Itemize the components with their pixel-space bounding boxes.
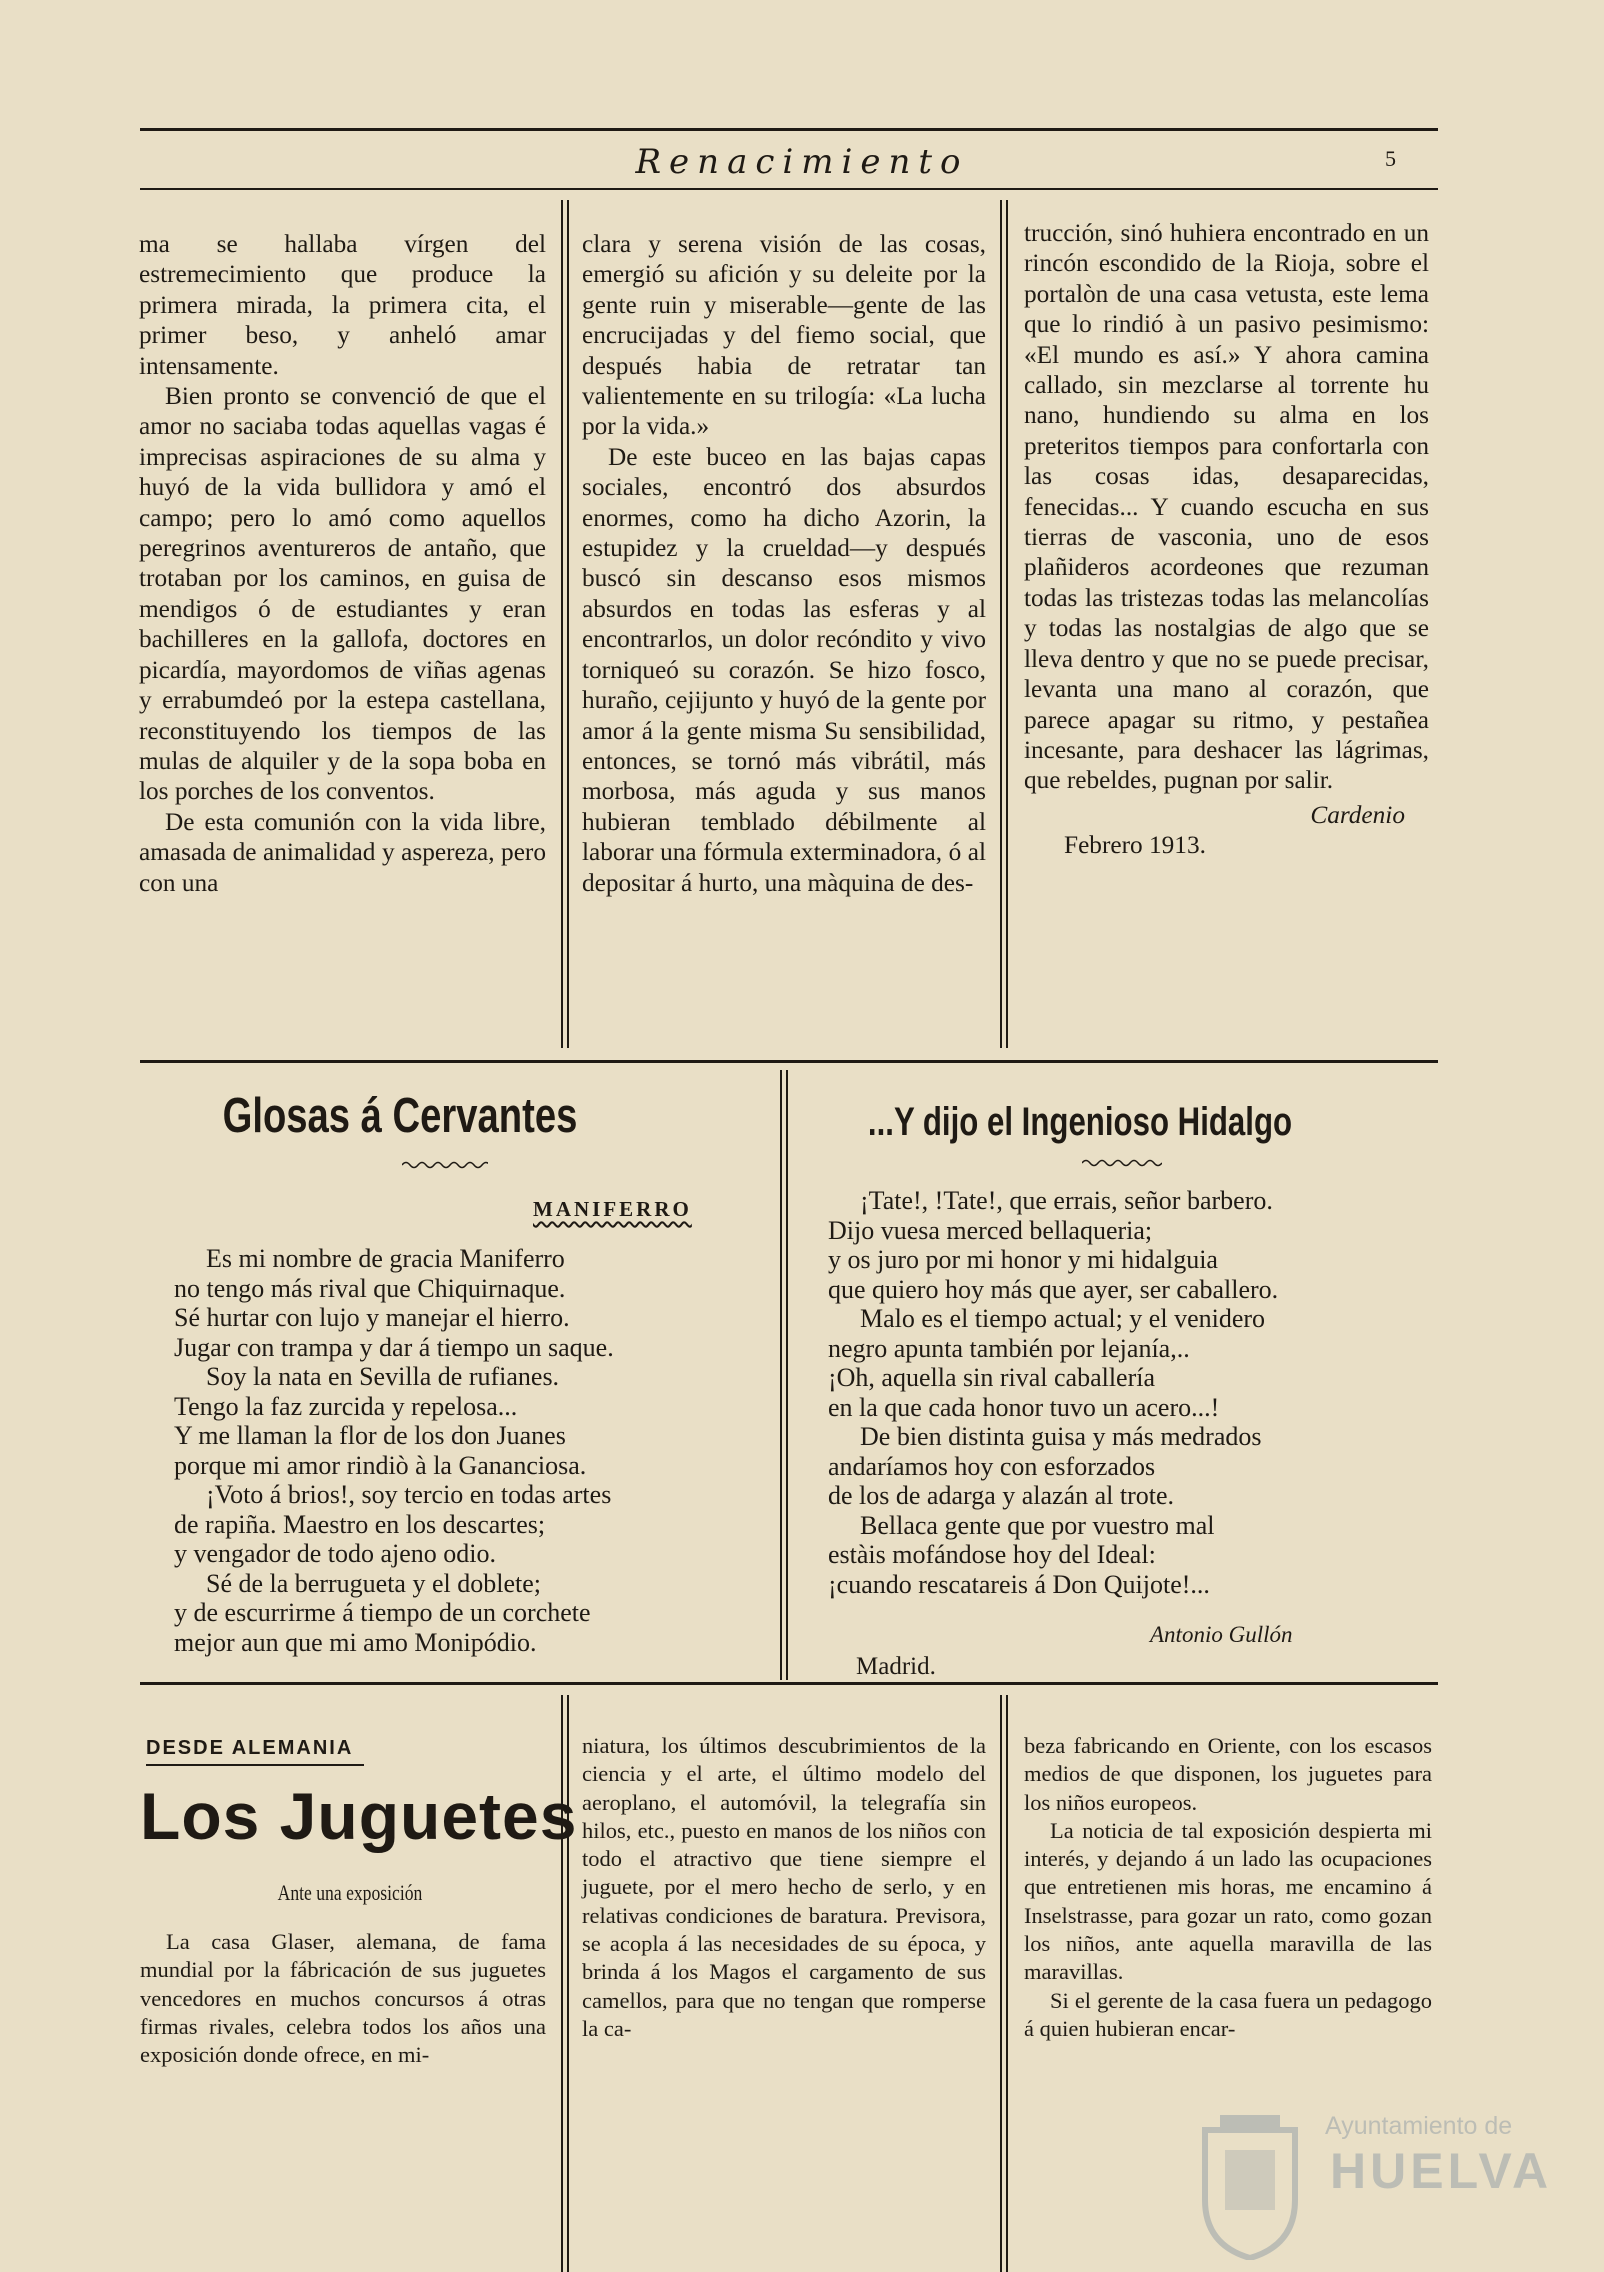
paragraph: De esta comunión con la vida libre, amasada de animalidad y aspereza, pero con una bbox=[139, 807, 546, 897]
bottom-article-column-3 bbox=[1024, 1732, 1432, 2043]
paragraph: ma se hallaba vírgen del estremecimiento que produce la primera mirada, la primera cita, el primer beso, y anheló amar intensamente. bbox=[139, 230, 546, 380]
paragraph: Bien pronto se convenció de que el amor no saciaba todas aquellas vagas é imprecisas aspiraciones de su alma y huyó de la vida bullidora y amó el campo; pero lo amó como aquellos peregrinos aventureros de antaño, que trotaban por los caminos, en guisa de mendigos ó de estudiantes y eran bachilleres en la gallofa, doctores en picardía, mayordomos de viñas agenas y errabumdeó por la estepa castellana, reconstituyendo los tiempos de las mulas de alquiler y de la sopa boba en los porches de los conventos. bbox=[139, 382, 546, 806]
ornament-wavy-line bbox=[402, 1160, 488, 1170]
column-divider bbox=[561, 200, 569, 1048]
poem-glosas-body bbox=[174, 1244, 754, 1657]
author-signature: Antonio Gullón bbox=[1150, 1622, 1293, 1647]
header-title: Renacimiento bbox=[635, 142, 969, 182]
bottom-article-column-1 bbox=[140, 1928, 546, 2069]
top-article-column-3 bbox=[1024, 218, 1429, 861]
paragraph: clara y serena visión de las cosas, emergió su afición y su deleite por la gente ruin y miserable—gente de las encrucijadas y del fiemo social, que después habia de retratar tan valientemente en su trilogía: «La lucha por la vida.» bbox=[582, 230, 986, 441]
header-bottom-rule bbox=[140, 188, 1438, 190]
poem-line: Dijo vuesa merced bellaqueria; bbox=[828, 1215, 1153, 1245]
poem-line: ¡Tate!, !Tate!, que errais, señor barbero. bbox=[860, 1186, 1273, 1215]
poem-line: Sé de la berrugueta y el doblete; bbox=[206, 1568, 541, 1598]
poem-hidalgo-body bbox=[828, 1186, 1428, 1599]
poem-line: que quiero hoy más que ayer, ser caballero. bbox=[828, 1274, 1279, 1304]
top-article-column-1 bbox=[139, 229, 546, 898]
poem-line: mejor aun que mi amo Monipódio. bbox=[174, 1627, 537, 1657]
paragraph: niatura, los últimos descubrimientos de la ciencia y el arte, el último modelo del aeroplano, el automóvil, la telegrafía sin hilos, etc., puesto en manos de los niños con todo el atractivo que tiene siempre el juguete, por el mero hecho de serlo, y en relativas condiciones de baratura. Previsora, se acopla á las necesidades de su época, y brinda á los Magos el cargamento de sus camellos, para que no tengan que romperse la ca- bbox=[582, 1733, 986, 2041]
watermark-line1: Ayuntamiento de bbox=[1325, 2112, 1513, 2140]
paragraph: De este buceo en las bajas capas sociales, encontró dos absurdos enormes, como ha dicho Azorin, la estupidez y la crueldad—y después buscó sin descanso esos mismos absurdos en todas las esferas y al encontrarlos, un dolor recóndito y vivo torniqueó su corazón. Se hizo fosco, huraño, cejijunto y huyó de la gente por amor á la gente misma Su sensibilidad, entonces, se tornó más vibrátil, más morbosa, más aguda y sus manos hubieran temblado débilmente al laborar una fórmula exterminadora, ó al depositar á hurto, una màquina de des- bbox=[582, 442, 986, 897]
poem-line: Tengo la faz zurcida y repelosa... bbox=[174, 1391, 518, 1421]
poem-line: Malo es el tiempo actual; y el venidero bbox=[860, 1304, 1266, 1333]
author-signature: Cardenio bbox=[1310, 800, 1405, 829]
poem-line: Es mi nombre de gracia Maniferro bbox=[206, 1244, 565, 1273]
poem-line: Bellaca gente que por vuestro mal bbox=[860, 1510, 1215, 1540]
article-title-los-juguetes: Los Juguetes bbox=[140, 1779, 578, 1853]
poem-line: Jugar con trampa y dar á tiempo un saque. bbox=[174, 1332, 614, 1362]
poem-line: Soy la nata en Sevilla de rufianes. bbox=[206, 1362, 560, 1391]
poem-title-hidalgo: ...Y dijo el Ingenioso Hidalgo bbox=[867, 1100, 1293, 1144]
coat-of-arms-icon bbox=[1195, 2110, 1305, 2260]
poem-line: De bien distinta guisa y más medrados bbox=[860, 1422, 1262, 1451]
poem-title-glosas: Glosas á Cervantes bbox=[222, 1089, 578, 1143]
section-rule bbox=[140, 1682, 1438, 1685]
paragraph: beza fabricando en Oriente, con los escasos medios de que disponen, los juguetes para los niños europeos. bbox=[1024, 1733, 1432, 1815]
poem-place: Madrid. bbox=[856, 1653, 936, 1680]
poem-line: de los de adarga y alazán al trote. bbox=[828, 1481, 1175, 1510]
poem-line: Sé hurtar con lujo y manejar el hierro. bbox=[174, 1303, 570, 1332]
kicker-underline bbox=[146, 1764, 364, 1766]
header-top-rule bbox=[140, 128, 1438, 131]
paragraph: Si el gerente de la casa fuera un pedagogo á quien hubieran encar- bbox=[1024, 1987, 1432, 2041]
poem-line: negro apunta también por lejanía,.. bbox=[828, 1333, 1190, 1363]
bottom-article-column-2 bbox=[582, 1732, 986, 2043]
poem-line: no tengo más rival que Chiquirnaque. bbox=[174, 1273, 566, 1303]
paragraph: La noticia de tal exposición despierta mi interés, y dejando á un lado las ocupaciones que entretienen mis horas, me encamino á Inselstrasse, para gozar un rato, como gozan los niños, ante aquella maravilla de las maravillas. bbox=[1024, 1817, 1432, 1985]
poem-line: de rapiña. Maestro en los descartes; bbox=[174, 1509, 546, 1539]
page-number: 5 bbox=[1385, 146, 1396, 171]
watermark-line2: HUELVA bbox=[1330, 2143, 1553, 2199]
article-subtitle: Ante una exposición bbox=[277, 1880, 423, 1905]
column-divider bbox=[561, 1695, 569, 2272]
column-divider bbox=[780, 1070, 788, 1680]
poem-line: andaríamos hoy con esforzados bbox=[828, 1451, 1156, 1481]
ornament-wavy-line bbox=[1082, 1158, 1162, 1168]
column-divider bbox=[1000, 200, 1008, 1048]
article-kicker: DESDE ALEMANIA bbox=[146, 1737, 354, 1759]
paragraph: La casa Glaser, alemana, de fama mundial por la fábricación de sus juguetes vencedores en muchos concursos á otras firmas rivales, celebra todos los años una exposición donde ofrece, en mi- bbox=[140, 1929, 546, 2068]
column-divider bbox=[1000, 1695, 1008, 2272]
paragraph: trucción, sinó huhiera encontrado en un rincón escondido de la Rioja, sobre el portalòn de una casa vetusta, este lema que lo rindió à un pasivo pesimismo: «El mundo es así.» Y ahora camina callado, sin mezclarse al torrente hu nano, hundiendo su alma en los preteritos tiempos para confortarla con las cosas idas, desaparecidas, fenecidas... Y cuando escucha en sus tierras de vasconia, uno de esos plañideros acordeones que rezuman todas las tristezas todas las melancolías y todas las nostalgias de algo que se lleva dentro y que no se puede precisar, levanta una mano al corazón, que parece apagar su ritmo, y pestañea incesante, para deshacer las lágrimas, que rebeldes, pugnan por salir. bbox=[1024, 219, 1429, 795]
poem-subtitle-maniferro: MANIFERRO bbox=[533, 1197, 692, 1221]
poem-line: porque mi amor rindiò à la Gananciosa. bbox=[174, 1450, 587, 1480]
poem-line: ¡Voto á brios!, soy tercio en todas artes bbox=[206, 1480, 612, 1509]
poem-line: y os juro por mi honor y mi hidalguia bbox=[828, 1245, 1218, 1274]
article-date: Febrero 1913. bbox=[1064, 831, 1206, 860]
poem-line: Y me llaman la flor de los don Juanes bbox=[174, 1421, 566, 1450]
poem-line: en la que cada honor tuvo un acero...! bbox=[828, 1392, 1220, 1422]
top-article-column-2 bbox=[582, 229, 986, 898]
poem-line: ¡Oh, aquella sin rival caballería bbox=[828, 1363, 1156, 1392]
poem-line: y vengador de todo ajeno odio. bbox=[174, 1539, 497, 1568]
watermark bbox=[1195, 2110, 1555, 2260]
poem-line: ¡cuando rescatareis á Don Quijote!... bbox=[828, 1569, 1210, 1599]
poem-line: y de escurrirme á tiempo de un corchete bbox=[174, 1598, 591, 1627]
poem-line: estàis mofándose hoy del Ideal: bbox=[828, 1540, 1156, 1569]
section-rule bbox=[140, 1060, 1438, 1063]
